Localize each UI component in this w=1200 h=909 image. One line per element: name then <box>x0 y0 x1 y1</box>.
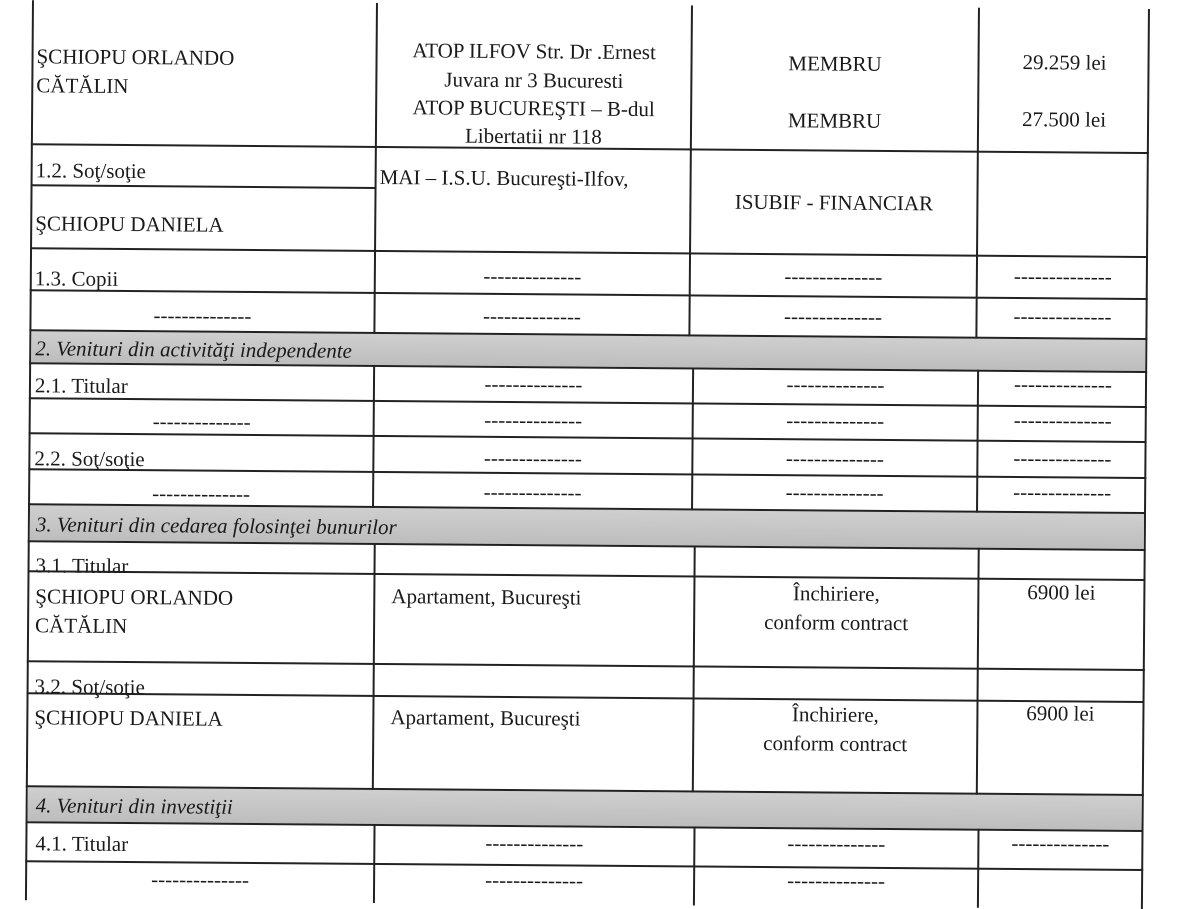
section-3-holder-source: Apartament, Bucureşti <box>391 584 582 610</box>
spouse-source: MAI – I.S.U. Bucureşti-Ilfov, <box>379 164 629 191</box>
section-3-spouse-label: 3.2. Soţ/soţie <box>34 674 145 700</box>
holder-service2: MEMBRU <box>787 108 882 133</box>
dash-placeholder: -------------- <box>1013 479 1112 505</box>
dash-placeholder: -------------- <box>785 480 884 505</box>
spouse-name: ŞCHIOPU DANIELA <box>35 211 224 237</box>
section-2-title: 2. Venituri din activităţi independente <box>35 336 353 363</box>
section-2-spouse-label: 2.2. Soţ/soţie <box>34 446 145 472</box>
dash-placeholder: -------------- <box>482 303 582 329</box>
dash-placeholder: -------------- <box>787 831 886 856</box>
section-2-holder-label: 2.1. Titular <box>34 373 128 399</box>
holder-source1-line2: Juvara nr 3 Bucuresti <box>444 67 624 93</box>
dash-placeholder: -------------- <box>485 830 584 856</box>
dash-placeholder: -------------- <box>483 479 582 505</box>
dash-placeholder: -------------- <box>785 446 884 471</box>
spouse-label: 1.2. Soţ/soţie <box>35 158 147 184</box>
section-3-spouse-income: 6900 lei <box>1026 701 1095 726</box>
dash-placeholder: -------------- <box>152 409 251 434</box>
dash-placeholder: -------------- <box>152 481 251 506</box>
holder-name-line1: ŞCHIOPU ORLANDO <box>36 44 235 70</box>
dash-placeholder: -------------- <box>485 867 584 893</box>
holder-source2-line1: ATOP BUCUREŞTI – B-dul <box>412 95 655 122</box>
dash-placeholder: -------------- <box>786 372 885 397</box>
section-3-spouse-service-line2: conform contract <box>763 731 908 757</box>
section-3-spouse-name: ŞCHIOPU DANIELA <box>34 705 223 731</box>
section-3-holder-service-line1: Închiriere, <box>792 581 880 606</box>
section-4-title: 4. Venituri din investiţii <box>35 793 233 819</box>
section-3-holder-label: 3.1. Titular <box>35 553 129 579</box>
dash-placeholder: -------------- <box>483 445 582 471</box>
dash-placeholder: -------------- <box>1011 830 1110 856</box>
holder-service1: MEMBRU <box>788 51 882 76</box>
holder-income2: 27.500 lei <box>1022 107 1107 132</box>
dash-placeholder: -------------- <box>784 264 883 289</box>
dash-placeholder: -------------- <box>484 407 583 433</box>
dash-placeholder: -------------- <box>1013 445 1112 471</box>
dash-placeholder: -------------- <box>483 263 582 289</box>
dash-placeholder: -------------- <box>786 408 885 433</box>
spouse-service: ISUBIF - FINANCIAR <box>734 189 934 216</box>
dash-placeholder: -------------- <box>153 303 252 328</box>
dash-placeholder: -------------- <box>787 868 886 893</box>
dash-placeholder: -------------- <box>484 371 583 397</box>
dash-placeholder: -------------- <box>1013 263 1112 289</box>
dash-placeholder: -------------- <box>1013 407 1112 433</box>
section-3-spouse-service-line1: Închiriere, <box>791 702 879 727</box>
dash-placeholder: -------------- <box>1013 371 1113 397</box>
section-3-title: 3. Venituri din cedarea folosinţei bunurilor <box>35 512 397 540</box>
holder-income1: 29.259 lei <box>1022 50 1107 75</box>
holder-source1-line1: ATOP ILFOV Str. Dr .Ernest <box>412 38 656 65</box>
section-3-holder-service-line2: conform contract <box>764 610 909 636</box>
holder-source2-line2: Libertatii nr 118 <box>464 123 602 149</box>
children-label: 1.3. Copii <box>34 266 119 291</box>
section-4-holder-label: 4.1. Titular <box>35 831 129 857</box>
section-3-holder-name-line1: ŞCHIOPU ORLANDO <box>35 584 234 610</box>
dash-placeholder: -------------- <box>1013 303 1112 329</box>
dash-placeholder: -------------- <box>783 304 883 329</box>
section-3-holder-name-line2: CĂTĂLIN <box>34 613 128 639</box>
holder-name-line2: CĂTĂLIN <box>36 73 129 99</box>
section-3-holder-income: 6900 lei <box>1027 580 1096 605</box>
dash-placeholder: -------------- <box>151 867 250 892</box>
section-3-spouse-source: Apartament, Bucureşti <box>390 705 581 731</box>
